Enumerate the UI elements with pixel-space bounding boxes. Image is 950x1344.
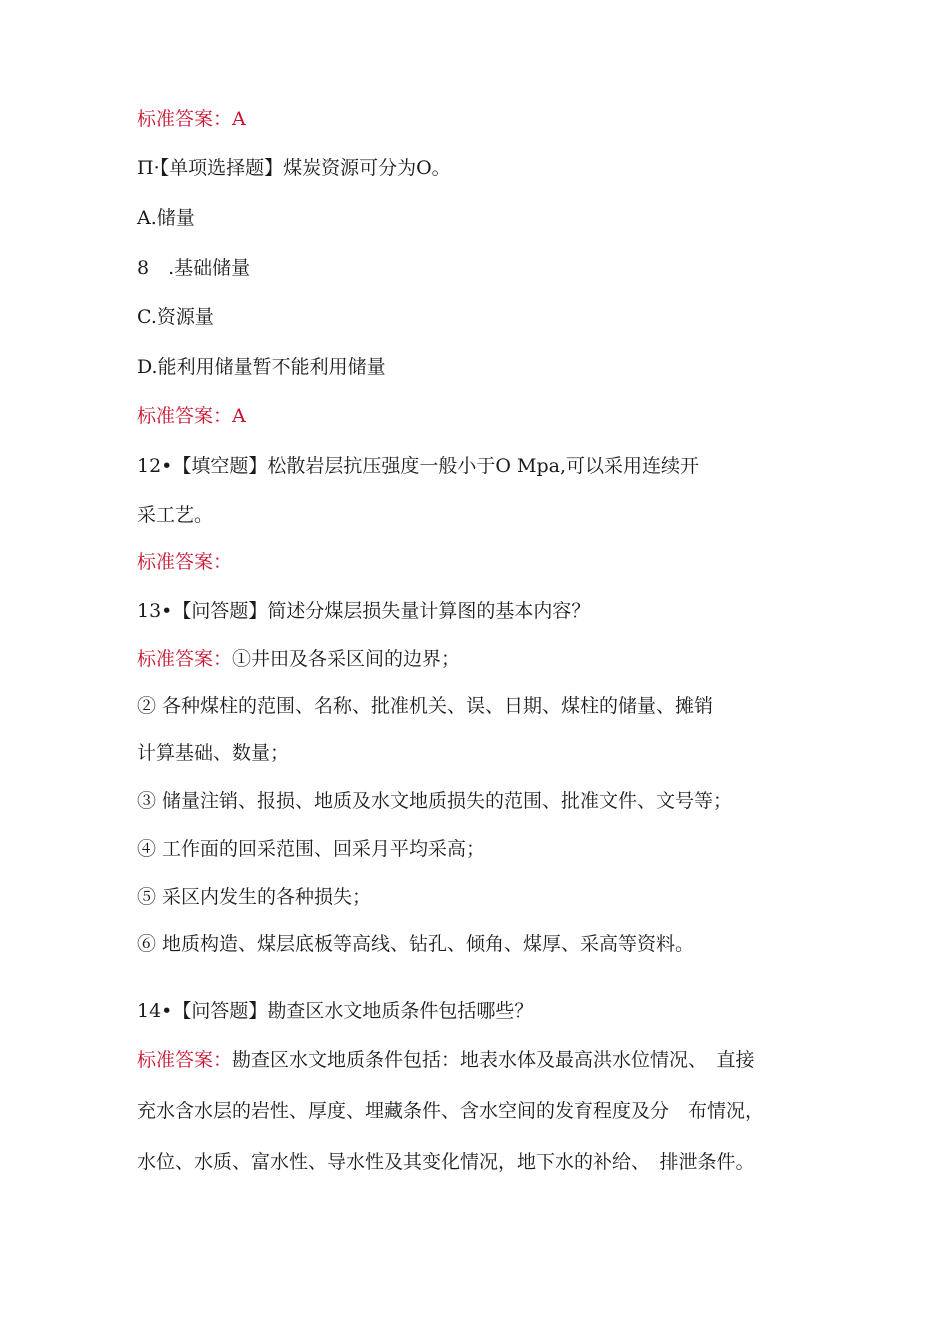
q13-answer-line1 [137,646,460,672]
q13-answer-item-5: ⑤ 采区内发生的各种损失； [137,886,372,908]
answer-label: 标准答案： [137,405,233,427]
answer-value: A [232,108,246,130]
q14-answer-line1 [137,1047,755,1073]
q14-answer-line2: 充水含水层的岩性、厚度、埋藏条件、含水空间的发育程度及分 布情况， [137,1100,765,1122]
q11-option-b: 8 .基础储量 [137,257,251,279]
answer-label: 标准答案： [137,551,233,573]
q14-stem: 14•【问答题】勘查区水文地质条件包括哪些？ [137,1000,534,1022]
answer-value: A [232,405,246,427]
q13-answer-item-2-line2: 计算基础、数量； [137,742,290,764]
q11-option-a: A.储量 [137,207,195,229]
q12-stem-line1: 12•【填空题】松散岩层抗压强度一般小于O Mpa,可以采用连续开 [137,455,699,477]
answer-label: 标准答案： [137,648,233,670]
q11-answer-line [137,403,246,429]
q11-option-d: D.能利用储量暂不能利用储量 [137,356,386,378]
answer-text: 勘查区水文地质条件包括：地表水体及最高洪水位情况、 直接 [232,1049,755,1071]
q12-answer-line [137,549,232,575]
q12-stem-line2: 采工艺。 [137,504,214,526]
q14-answer-line3: 水位、水质、富水性、导水性及其变化情况，地下水的补给、 排泄条件。 [137,1151,755,1173]
answer-item-1: ①井田及各采区间的边界； [232,648,461,670]
q13-stem: 13•【问答题】简述分煤层损失量计算图的基本内容？ [137,600,591,622]
answer-label: 标准答案： [137,1049,233,1071]
q13-answer-item-4: ④ 工作面的回采范围、回采月平均采高； [137,838,486,860]
q13-answer-item-2-line1: ② 各种煤柱的范围、名称、批准机关、误、日期、煤柱的储量、摊销 [137,695,714,717]
answer-label: 标准答案： [137,108,233,130]
q13-answer-item-6: ⑥ 地质构造、煤层底板等高线、钻孔、倾角、煤厚、采高等资料。 [137,933,695,955]
q10-answer-line [137,106,246,132]
q11-stem: Π·【单项选择题】煤炭资源可分为O。 [137,157,451,179]
q13-answer-item-3: ③ 储量注销、报损、地质及水文地质损失的范围、批准文件、文号等； [137,790,733,812]
q11-option-c: C.资源量 [137,306,214,328]
